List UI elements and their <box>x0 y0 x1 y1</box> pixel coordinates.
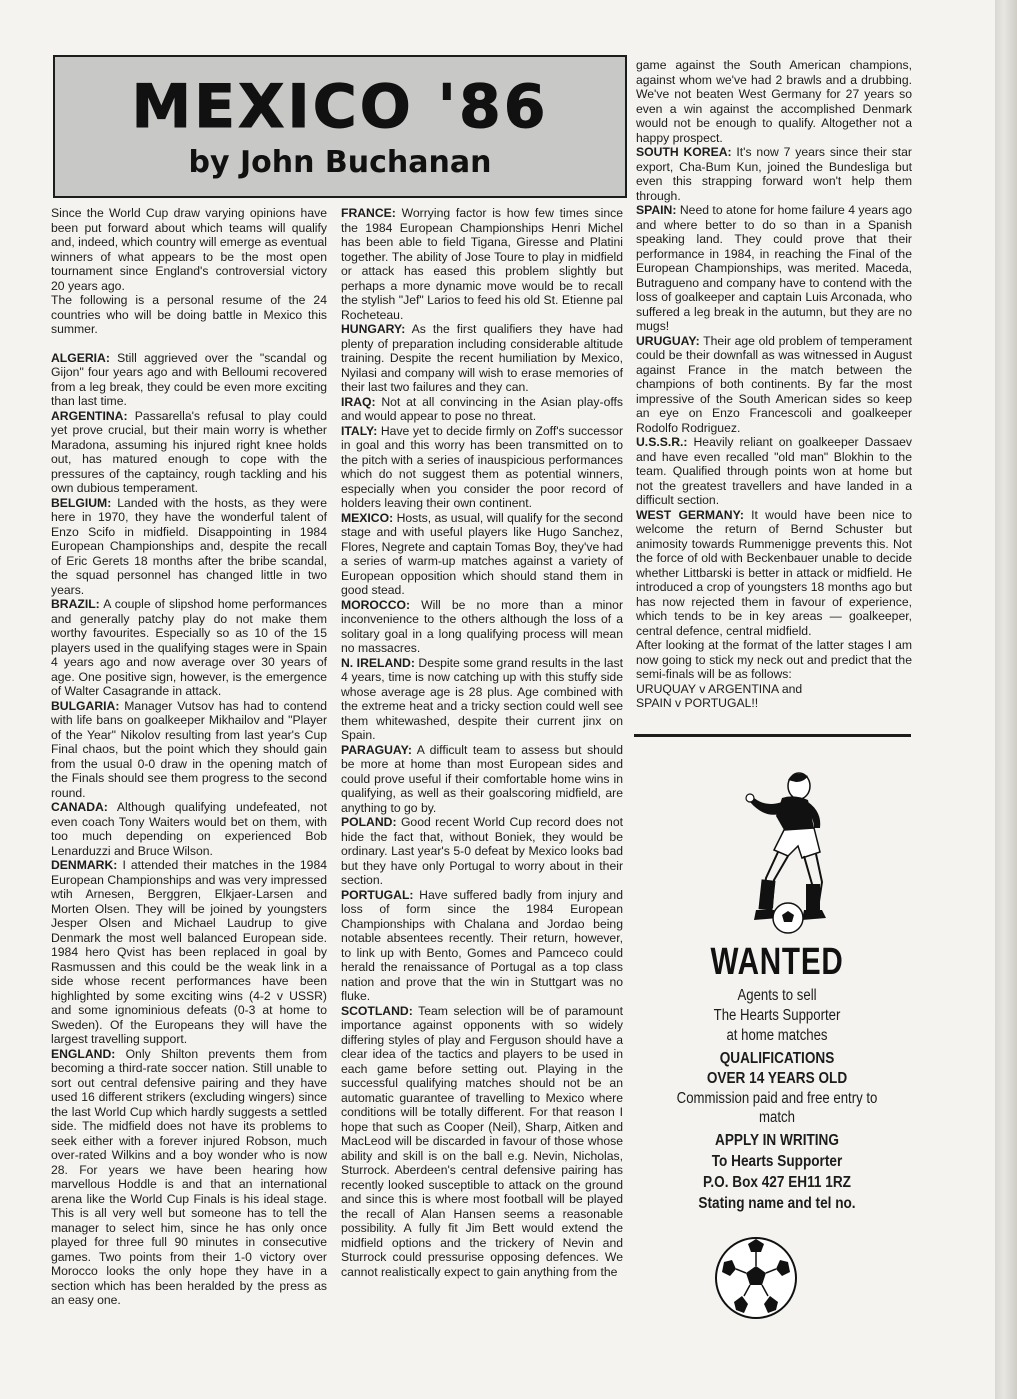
advert-line: Agents to sell <box>737 987 817 1004</box>
intro-paragraph: Since the World Cup draw varying opinions have been put forward about which teams will qualify and, indeed, which country will emerge as eventual winners of what appears to be the most open tournament since England's controversial victory 20 years ago. <box>51 206 327 293</box>
country-name: HUNGARY: <box>341 322 406 336</box>
country-name: IRAQ: <box>341 394 376 409</box>
entry-text: Although qualifying undefeated, not even coach Tony Waiters would bet on them, with too much depending on experienced Bob Lenarduzzi and Bruce Wilson. <box>51 800 327 858</box>
column-3 <box>636 58 912 711</box>
entry-text: Need to atone for home failure 4 years ago and where better to do so than in a Spanish speaking land. They could prove that their performance in 1984, in reaching the Final of the European Championships, was merited. Maceda, Butragueno and company have to contend with the loss of goalkeeper and captain Luis Arconada, who suffered a leg break in the autumn, but they are no mugs! <box>636 203 912 333</box>
qualifications-age: OVER 14 YEARS OLD <box>706 1070 848 1087</box>
column-divider-rule <box>634 734 911 737</box>
entry-text: game against the South American champions, against whom we've had 2 brawls and a drubbing. We've not beaten West Germany for 27 years so even a win against the accomplished Denmark would not be enough to qualify. Altogether not a happy prospect. <box>636 58 912 145</box>
semi-final-prediction: SPAIN v PORTUGAL!! <box>636 696 759 710</box>
entry-hungary <box>341 322 623 395</box>
football-icon <box>714 1236 798 1320</box>
entry-scotland <box>341 1004 623 1280</box>
country-name: ARGENTINA: <box>51 408 128 423</box>
entry-text: Manager Vutsov has had to contend with life bans on goalkeeper Mikhailov and "Player of the Year" Nikolov resulting from last year's Cup Final chaos, but the point which they should gain from the usual 0-0 draw in the opening match of the Finals should see them progress to the second round. <box>51 698 328 800</box>
apply-heading: APPLY IN WRITING <box>715 1132 839 1149</box>
country-name: SOUTH KOREA: <box>636 145 732 159</box>
column-1 <box>51 206 327 1308</box>
entry-portugal <box>341 888 623 1004</box>
entry-ussr <box>636 435 912 508</box>
apply-address: Stating name and tel no. <box>698 1195 856 1212</box>
entry-text: Good recent World Cup record does not hide the fact that, without Boniek, they would be ordinary. Last year's 5-0 defeat by Mexico looks bad but they have only Portugal to worry about in their section. <box>341 815 623 887</box>
country-name: BRAZIL: <box>51 597 100 611</box>
entry-text: Worrying factor is how few times since the 1984 European Championships Henri Michel has been able to field Tigana, Giresse and Platini together. The ability of Jose Toure to play in midfield or attack has eased this problem slightly but perhaps a more dynamic move would be to recall the stylish "Jef" Larios to feed his old St. Etienne pal Rocheteau. <box>341 206 623 322</box>
advert-line: match <box>759 1109 795 1126</box>
advert-line: The Hearts Supporter <box>713 1007 841 1024</box>
country-name: FRANCE: <box>341 206 396 220</box>
entry-belgium <box>51 496 327 598</box>
entry-text: Hosts, as usual, will qualify for the second stage and with useful players like Hugo Sanchez, Flores, Negrete and captain Tomas Boy, they've had a series of warm-up matches against a variety of European opposition which should stand them in good stead. <box>341 510 623 597</box>
advert-line: Commission paid and free entry to <box>676 1090 878 1107</box>
country-name: SCOTLAND: <box>341 1003 413 1018</box>
entry-text: Only Shilton prevents them from becoming a third-rate soccer nation. Still unable to sort out central defensive pairing and they have used 16 different strikers (excluding wingers) since the last World Cup which hardly suggests a settled side. The midfield does not have its problems to seek either with a forever injured Robson, much over-rated Wilkins and a boy wonder who is now 28. For years we have been hearing how marvellous Hoddle is and that an international arena like the World Cup Finals is his ideal stage. This is all very well but someone has to tell the manager to select him, since he has only once played for three full 90 minutes in consecutive games. Two points from their 1-0 victory over Morocco looks the only hope they have in a section which has been heralded by the press as an easy one. <box>51 1046 327 1307</box>
article-title: MEXICO '86 <box>131 72 549 142</box>
entry-text: I attended their matches in the 1984 European Championships and was very impressed wtih Arnesen, Berggren, Elkjaer-Larsen and Morten Olsen. They will be joined by youngsters Jesper Olsen and Michael Laudrup to give Denmark the most well balanced European side. 1984 hero Qvist has been replaced in goal by Rasmussen and this could be the weak link in a side whose recent performances have been highlighted by some exciting wins (4-2 v USSR) and some ignominious defeats (0-3 at home to Sweden). Of the Europeans they will have the largest travelling support. <box>51 858 328 1046</box>
entry-text: Their age old problem of temperament could be their downfall as was witnessed in August against France in the match between the champions of both continents. By far the most impressive of the South American sides so keep an eye on Enzo Francescoli and goalkeeper Rodolfo Rodriguez. <box>636 333 912 435</box>
entry-brazil <box>51 597 327 699</box>
entry-text: Despite some grand results in the last 4 years, time is now catching up with this stuffy side whose average age is 28 plus. Age combined with the extreme heat and a tricky section could well see them whitewashed, despite their current jinx on Spain. <box>341 655 623 742</box>
entry-text: Team selection will be of paramount importance against opponents with so widely differing styles of play and Ferguson should have a clear idea of the tactics and players to be used in each game before setting out. Playing in the successful qualifying matches should not be an automatic guarantee of travelling to Mexico where conditions will be totally different. For that reason I hope that such as Cooper (Neil), Sharp, Aitken and MacLeod will be discarded in favour of those whose ability and skill is on the ball e.g. Nevin, Nicholas, Sturrock. Aberdeen's central defensive pairing has recently looked susceptible to attack on the ground and since this is where most football will be played the recall of Alan Hansen seems a reasonable possibility. A fully fit Jim Bett would extend the midfield options and the trickery of Nevin and Sturrock could pressurise opposing defences. We cannot realistically expect to gain anything from the <box>341 1003 623 1279</box>
entry-text: A couple of slipshod home performances and generally patchy play do not make them worthy favourites. Especially so as 10 of the 15 players used in the qualifying stages were in Spain 4 years ago and now average over 30 years of age. One positive sign, however, is the emergence of Walter Casagrande in attack. <box>51 597 327 698</box>
country-name: PORTUGAL: <box>341 887 414 902</box>
entry-argentina <box>51 409 327 496</box>
entry-text: Have yet to decide firmly on Zoff's successor in goal and this worry has been transmitted on to the pitch with a series of inauspicious performances which do not suggest them as potential winners, especially when you consider the poor record of holders leaving their own continent. <box>341 423 623 510</box>
country-name: BULGARIA: <box>51 698 120 713</box>
country-name: POLAND: <box>341 815 397 829</box>
country-name: CANADA: <box>51 800 108 814</box>
entry-text: Passarella's refusal to play could yet prove crucial, but their main worry is whether Maradona, assuming his injured right knee holds out, has matured enough to cope with the pressures of the captaincy, rough tackling and his own dubious temperament. <box>51 408 327 495</box>
entry-south-korea <box>636 145 912 203</box>
semi-final-prediction: URUQUAY v ARGENTINA and <box>636 681 803 696</box>
entry-italy <box>341 424 623 511</box>
column-2 <box>341 206 623 1279</box>
article-byline: by John Buchanan <box>188 145 492 180</box>
country-name: N. IRELAND: <box>341 655 415 670</box>
country-name: WEST GERMANY: <box>636 507 744 522</box>
wanted-heading: WANTED <box>710 941 844 983</box>
country-name: PARAGUAY: <box>341 742 412 757</box>
entry-text: It's now 7 years since their star export, Cha-Bum Kun, joined the Bundesliga but even this strapping forward won't help them through. <box>636 145 912 203</box>
entry-canada <box>51 800 327 858</box>
country-name: ENGLAND: <box>51 1046 116 1061</box>
entry-text: Will be no more than a minor inconvenience to the others although the loss of a solitary goal in a long qualifying process will mean no massacres. <box>341 597 624 655</box>
entry-west-germany <box>636 508 912 639</box>
entry-paraguay <box>341 743 623 816</box>
country-name: MEXICO: <box>341 510 394 525</box>
entry-england <box>51 1047 327 1308</box>
entry-mexico <box>341 511 623 598</box>
footballer-illustration <box>704 768 854 943</box>
entry-bulgaria <box>51 699 327 801</box>
country-name: BELGIUM: <box>51 495 112 510</box>
qualifications-heading: QUALIFICATIONS <box>719 1050 835 1067</box>
apply-address: P.O. Box 427 EH11 1RZ <box>703 1174 851 1191</box>
intro-paragraph: The following is a personal resume of the 24 countries who will be doing battle in Mexico this summer. <box>51 293 327 336</box>
entry-text: Have suffered badly from injury and loss of form since the 1984 European Championships with Chalana and Jordao being notable absentees recently. Their return, however, to link up with Bento, Gomes and Pamceco could herald the renaissance of Portugal as a top class nation and prove that the win in Stuttgart was no fluke. <box>341 887 623 1003</box>
entry-text: Not at all convincing in the Asian play-offs and would appear to pose no threat. <box>341 394 623 423</box>
entry-scotland-continued <box>636 58 912 145</box>
entry-text: As the first qualifiers they have had plenty of preparation including considerable altitude training. Despite the recent humiliation by Mexico, Nyilasi and company will wish to erase memories of their last two failures and they can. <box>341 322 623 394</box>
country-name: ALGERIA: <box>51 350 110 365</box>
country-name: U.S.S.R.: <box>636 435 688 449</box>
entry-spain <box>636 203 912 334</box>
country-name: MOROCCO: <box>341 597 411 612</box>
entry-algeria <box>51 351 327 409</box>
country-name: SPAIN: <box>636 203 677 217</box>
apply-address: To Hearts Supporter <box>711 1153 843 1170</box>
country-name: DENMARK: <box>51 858 118 872</box>
entry-france <box>341 206 623 322</box>
country-name: URUGUAY: <box>636 333 700 348</box>
entry-n-ireland <box>341 656 623 743</box>
entry-text: A difficult team to assess but should be more at home than most European sides and could prove useful if their comfortable home wins in qualifying, as well as their goalscoring midfield, are anything to go by. <box>341 742 623 815</box>
entry-text: Heavily reliant on goalkeeper Dassaev and have even recalled "old man" Blokhin to the team. Qualified through points won at home but not the greatest travellers and have landed in a difficult section. <box>636 435 913 507</box>
entry-uruguay <box>636 334 912 436</box>
entry-text: Landed with the hosts, as they were here in 1970, they have the wonderful talent of Enzo Scifo in midfield. Disappointing in 1984 European Championships and, despite the recall of Eric Gerets 18 months after the bribe scandal, the squad personnel has changed little in two years. <box>51 495 327 597</box>
entry-text: It would have been nice to welcome the return of Bernd Schuster but animosity towards Rummenigge prevents this. Not the force of old with Beckenbauer unable to decide whether Littbarski is better in attack or midfield. He introduced a crop of youngsters 18 months ago but has now rejected them in favour of experience, which tends to be in key areas — goalkeeper, central defence, central midfield. <box>636 507 913 638</box>
article-header <box>53 55 627 198</box>
advert-line: at home matches <box>726 1027 828 1044</box>
country-name: ITALY: <box>341 423 378 438</box>
wanted-advert <box>656 768 898 1328</box>
entry-text: Still aggrieved over the "scandal og Gijon" four years ago and with Belloumi recovered from a leg break, they could be even more exciting than last time. <box>51 350 327 408</box>
entry-iraq <box>341 395 623 424</box>
entry-poland <box>341 815 623 888</box>
entry-morocco <box>341 598 623 656</box>
entry-denmark <box>51 858 327 1047</box>
page-edge <box>995 0 1017 1399</box>
conclusion-paragraph: After looking at the format of the latter stages I am now going to stick my neck out and predict that the semi-finals will be as follows: <box>636 638 912 681</box>
